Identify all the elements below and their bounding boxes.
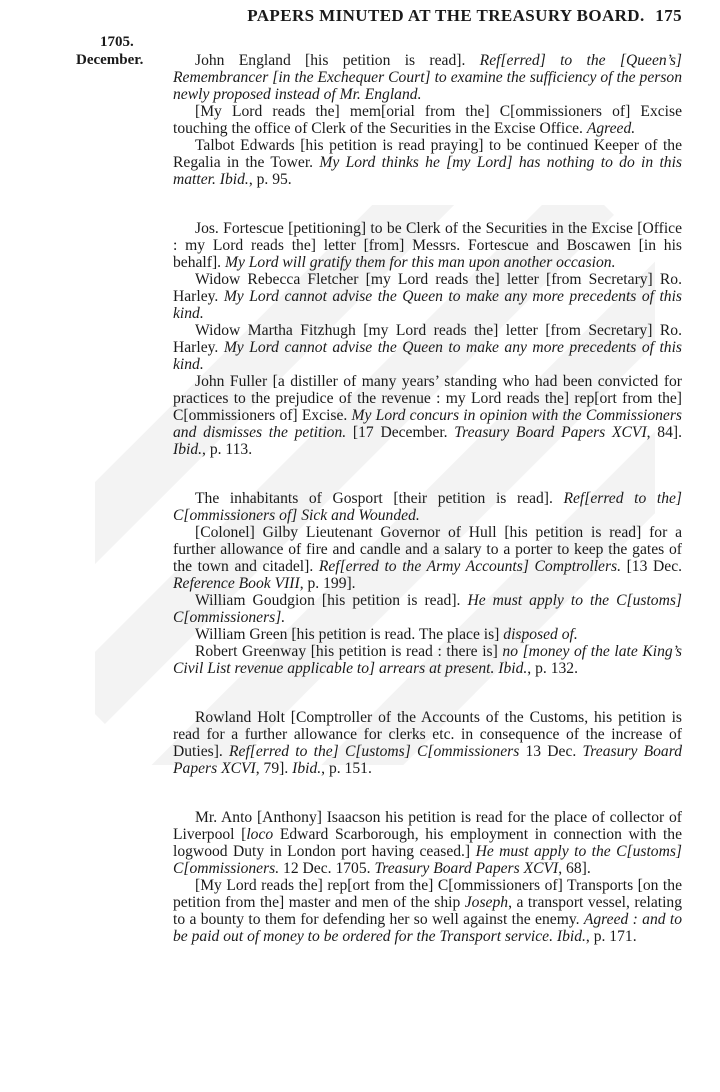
minute-paragraph	[173, 643, 682, 677]
minute-paragraph	[173, 220, 682, 271]
minute-paragraph	[173, 103, 682, 137]
header-title: PAPERS MINUTED AT THE TREASURY BOARD.	[247, 6, 645, 25]
minute-paragraph	[173, 52, 682, 103]
text-run: Rowland Holt [Comptroller of the Accounts of the Customs, his petition is read for a further allowance for clerks etc. in consequence of the increase of Duties].	[173, 709, 682, 760]
text-run: , p. 171.	[585, 928, 637, 945]
running-header	[200, 6, 682, 26]
italic-run: Ref[erred to the] C[ustoms] C[ommissioners	[229, 743, 520, 760]
text-run: , p. 151.	[321, 760, 372, 777]
margin-year: 1705.	[100, 34, 134, 50]
text-run: Robert Greenway [his petition is read : there is]	[195, 643, 503, 660]
text-run: 12 Dec. 1705.	[279, 860, 375, 877]
text-run: William Green [his petition is read. The place is]	[195, 626, 504, 643]
italic-run: Ibid.	[173, 441, 203, 458]
minute-paragraph	[173, 137, 682, 188]
text-run: , p. 132.	[527, 660, 578, 677]
italic-run: no [money of the late King’s Civil List revenue applicable to] arrears at present. Ibid.	[173, 643, 682, 677]
text-run: The inhabitants of Gosport [their petition is read].	[195, 490, 564, 507]
italic-run: My Lord cannot advise the Queen to make any more precedents of this kind.	[173, 288, 682, 322]
italic-run: My Lord thinks he [my Lord] has nothing to do in this matter. Ibid.	[173, 154, 682, 188]
italic-run: Treasury Board Papers XCVI	[454, 424, 647, 441]
text-run: [Colonel] Gilby Lieutenant Governor of Hull [his petition is read] for a further allowance of fire and candle and a salary to a porter to keep the gates of the town and citadel].	[173, 524, 682, 575]
page-number: 175	[655, 6, 682, 25]
italic-run: He must apply to the C[ustoms] C[ommissioners].	[173, 592, 682, 626]
minute-entry	[173, 220, 682, 458]
minute-paragraph	[173, 524, 682, 592]
minute-paragraph	[173, 271, 682, 322]
text-run: Jos. Fortescue [petitioning] to be Clerk of the Securities in the Excise [Office : my Lord reads the] letter [from] Messrs. Fortescue and Boscawen [in his behalf].	[173, 220, 682, 271]
text-run: [13 Dec.	[621, 558, 683, 575]
italic-run: Ref[erred to the Army Accounts] Comptrollers.	[318, 558, 622, 575]
text-run: [My Lord reads the] rep[ort from the] C[ommissioners of] Transports [on the petition from the] master and men of the ship	[173, 877, 682, 911]
document-body	[173, 52, 682, 945]
entry-separator	[173, 677, 682, 709]
italic-run: My Lord will gratify them for this man upon another occasion.	[224, 254, 616, 271]
italic-run: Joseph	[464, 894, 509, 911]
text-run: Talbot Edwards [his petition is read praying] to be continued Keeper of the Regalia in the Tower.	[173, 137, 682, 171]
text-run: Widow Martha Fitzhugh [my Lord reads the] letter [from Secretary] Ro. Harley.	[173, 322, 682, 356]
italic-run: Treasury Board Papers XCVI	[173, 743, 682, 777]
italic-run: Reference Book VIII	[173, 575, 300, 592]
minute-paragraph	[173, 322, 682, 373]
text-run: , a transport vessel, relating to a bounty to them for defending her so well against the enemy.	[173, 894, 683, 928]
text-run: , 84].	[646, 424, 682, 441]
italic-run: He must apply to the C[ustoms] C[ommissioners.	[173, 843, 682, 877]
entry-separator	[173, 458, 682, 490]
minute-paragraph	[173, 490, 682, 524]
text-run: John England [his petition is read].	[195, 52, 480, 69]
entry-separator	[173, 777, 682, 809]
minute-paragraph	[173, 373, 682, 458]
italic-run: My Lord cannot advise the Queen to make any more precedents of this kind.	[173, 339, 682, 373]
minute-entry	[173, 709, 682, 777]
text-run: 13 Dec.	[519, 743, 583, 760]
text-run: [My Lord reads the] mem[orial from the] C[ommissioners of] Excise touching the office of Clerk of the Securities in the Excise Office.	[173, 103, 682, 137]
minute-paragraph	[173, 592, 682, 626]
entry-separator	[173, 188, 682, 220]
italic-run: loco	[246, 826, 274, 843]
margin-month: December.	[76, 52, 144, 68]
minute-entry	[173, 809, 682, 945]
text-run: Mr. Anto [Anthony] Isaacson his petition is read for the place of collector of Liverpool [	[173, 809, 682, 843]
italic-run: Ref[erred] to the [Queen’s] Remembrancer [in the Exchequer Court] to examine the sufficiency of the person newly proposed instead of Mr. England.	[173, 52, 682, 103]
text-run: , p. 113.	[202, 441, 253, 458]
text-run: William Goudgion [his petition is read].	[195, 592, 468, 609]
text-run: [17 December.	[346, 424, 455, 441]
text-run: Widow Rebecca Fletcher [my Lord reads the] letter [from Secretary] Ro. Harley.	[173, 271, 682, 305]
text-run: John Fuller [a distiller of many years’ standing who had been convicted for practices to the prejudice of the revenue : my Lord reads the] rep[ort from the] C[ommissioners of] Excise.	[173, 373, 682, 424]
minute-entry	[173, 52, 682, 188]
italic-run: Treasury Board Papers XCVI	[374, 860, 559, 877]
minute-paragraph	[173, 877, 682, 945]
italic-run: Agreed : and to be paid out of money to be ordered for the Transport service. Ibid.	[173, 911, 683, 945]
text-run: Edward Scarborough, his employment in connection with the logwood Duty in London port having ceased.]	[173, 826, 682, 860]
minute-paragraph	[173, 809, 682, 877]
minute-entry	[173, 490, 682, 677]
text-run: , p. 95.	[248, 171, 292, 188]
text-run: , 79].	[255, 760, 293, 777]
italic-run: My Lord concurs in opinion with the Commissioners and dismisses the petition.	[173, 407, 682, 441]
italic-run: Ibid.	[292, 760, 322, 777]
text-run: , p. 199].	[299, 575, 356, 592]
minute-paragraph	[173, 626, 682, 643]
italic-run: disposed of.	[503, 626, 578, 643]
italic-run: Ref[erred to the] C[ommissioners of] Sick and Wounded.	[173, 490, 682, 524]
italic-run: Agreed.	[586, 120, 636, 137]
minute-paragraph	[173, 709, 682, 777]
text-run: , 68].	[558, 860, 591, 877]
